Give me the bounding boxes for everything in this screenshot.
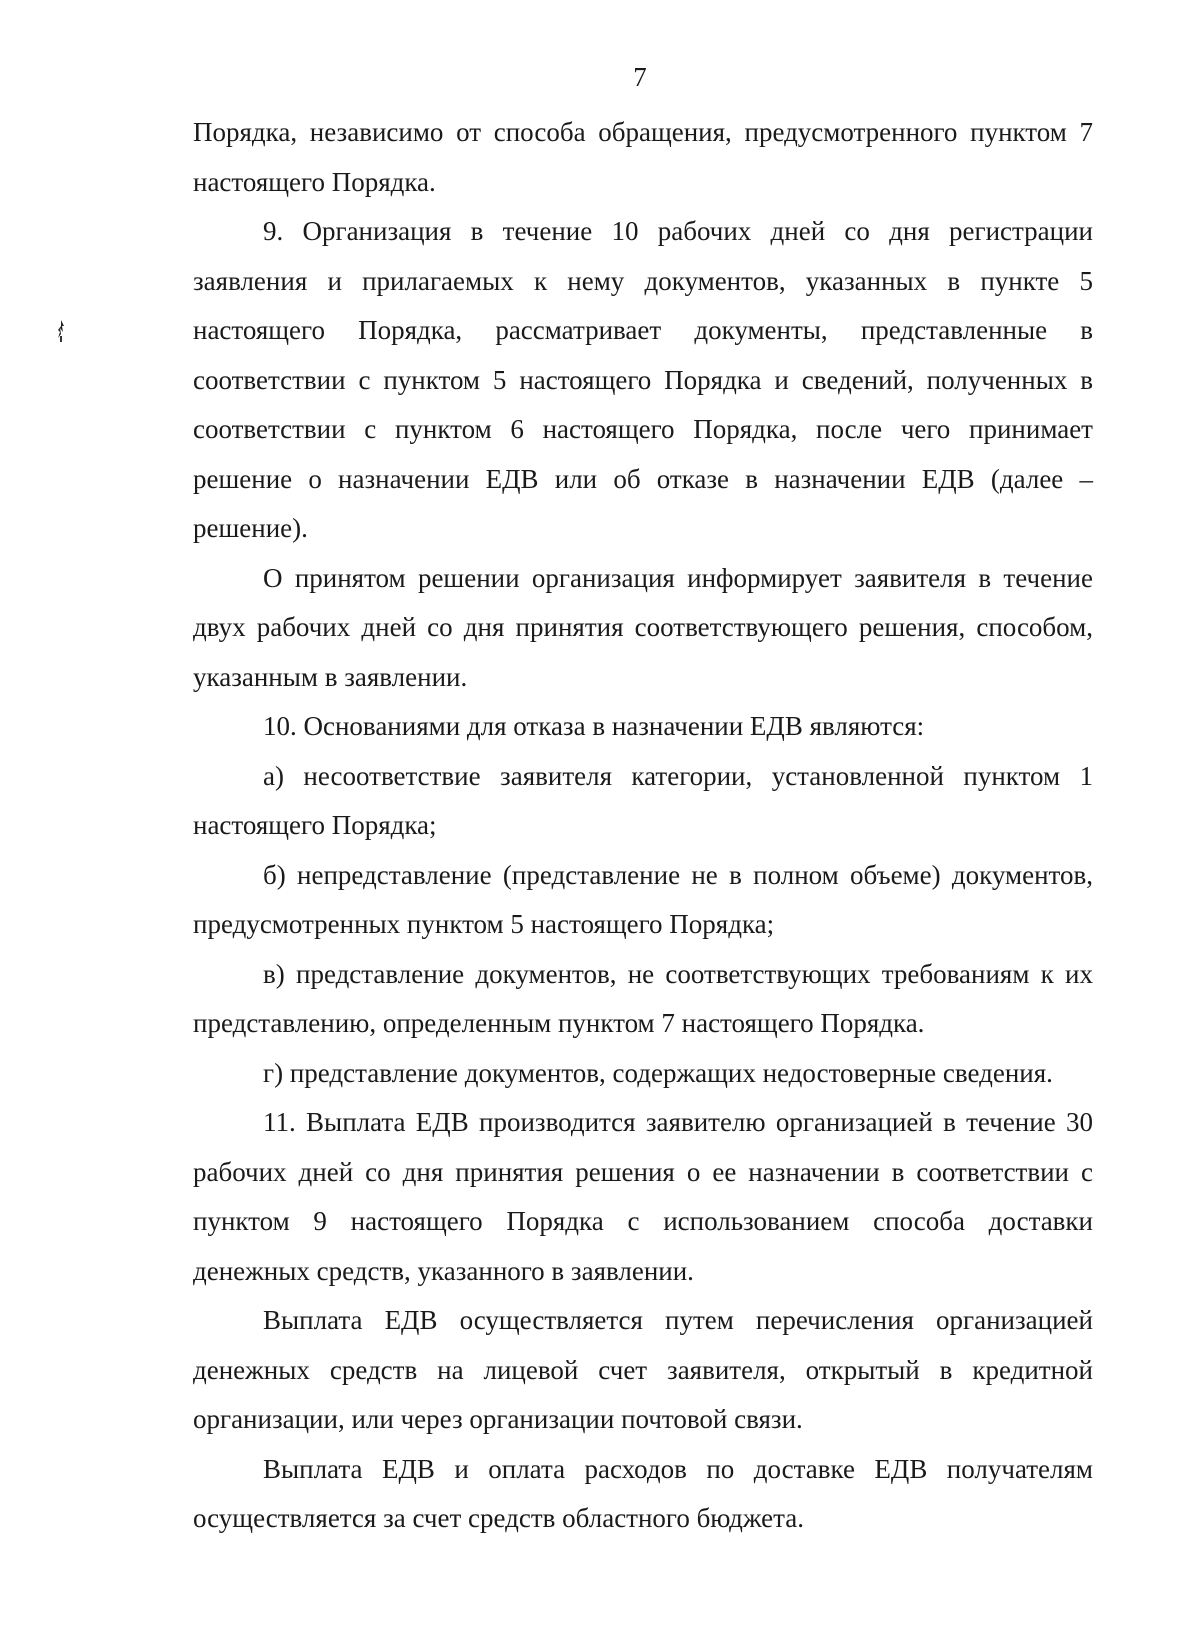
paragraph: Выплата ЕДВ осуществляется путем перечисления организацией денежных средств на лицевой счет заявителя, открытый в кредитной организации, или через организации почтовой связи. [193, 1305, 1093, 1434]
page-number: 7 [633, 62, 647, 92]
paragraph: г) представление документов, содержащих недостоверные сведения. [263, 1057, 1053, 1088]
paragraph: 9. Организация в течение 10 рабочих дней со дня регистрации заявления и прилагаемых к нему документов, указанных в пункте 5 настоящего Порядка, рассматривает документы, представленные в соответствии с пунктом 5 настоящего Порядка и сведений, полученных в соответствии с пунктом 6 настоящего Порядка, после чего принимает решение о назначении ЕДВ или об отказе в назначении ЕДВ (далее – решение). [193, 216, 1093, 543]
paragraph: б) непредставление (представление не в полном объеме) документов, предусмотренных пунктом 5 настоящего Порядка; [193, 859, 1093, 939]
paragraph: Выплата ЕДВ и оплата расходов по доставке ЕДВ получателям осуществляется за счет средств областного бюджета. [193, 1453, 1093, 1533]
scan-artifact-mark [54, 318, 68, 344]
paragraph: 10. Основаниями для отказа в назначении ЕДВ являются: [263, 711, 925, 741]
paragraph: в) представление документов, не соответствующих требованиям к их представлению, определенным пунктом 7 настоящего Порядка. [193, 958, 1093, 1038]
paragraph: О принятом решении организация информирует заявителя в течение двух рабочих дней со дня принятия соответствующего решения, способом, указанным в заявлении. [193, 562, 1093, 692]
paragraph: Порядка, независимо от способа обращения, предусмотренного пунктом 7 настоящего Порядка. [193, 117, 1093, 197]
paragraph: а) несоответствие заявителя категории, установленной пунктом 1 настоящего Порядка; [193, 760, 1093, 840]
paragraph: 11. Выплата ЕДВ производится заявителю организацией в течение 30 рабочих дней со дня принятия решения о ее назначении в соответствии с пунктом 9 настоящего Порядка с использованием способа доставки денежных средств, указанного в заявлении. [193, 1107, 1093, 1286]
document-body [193, 108, 1093, 1544]
